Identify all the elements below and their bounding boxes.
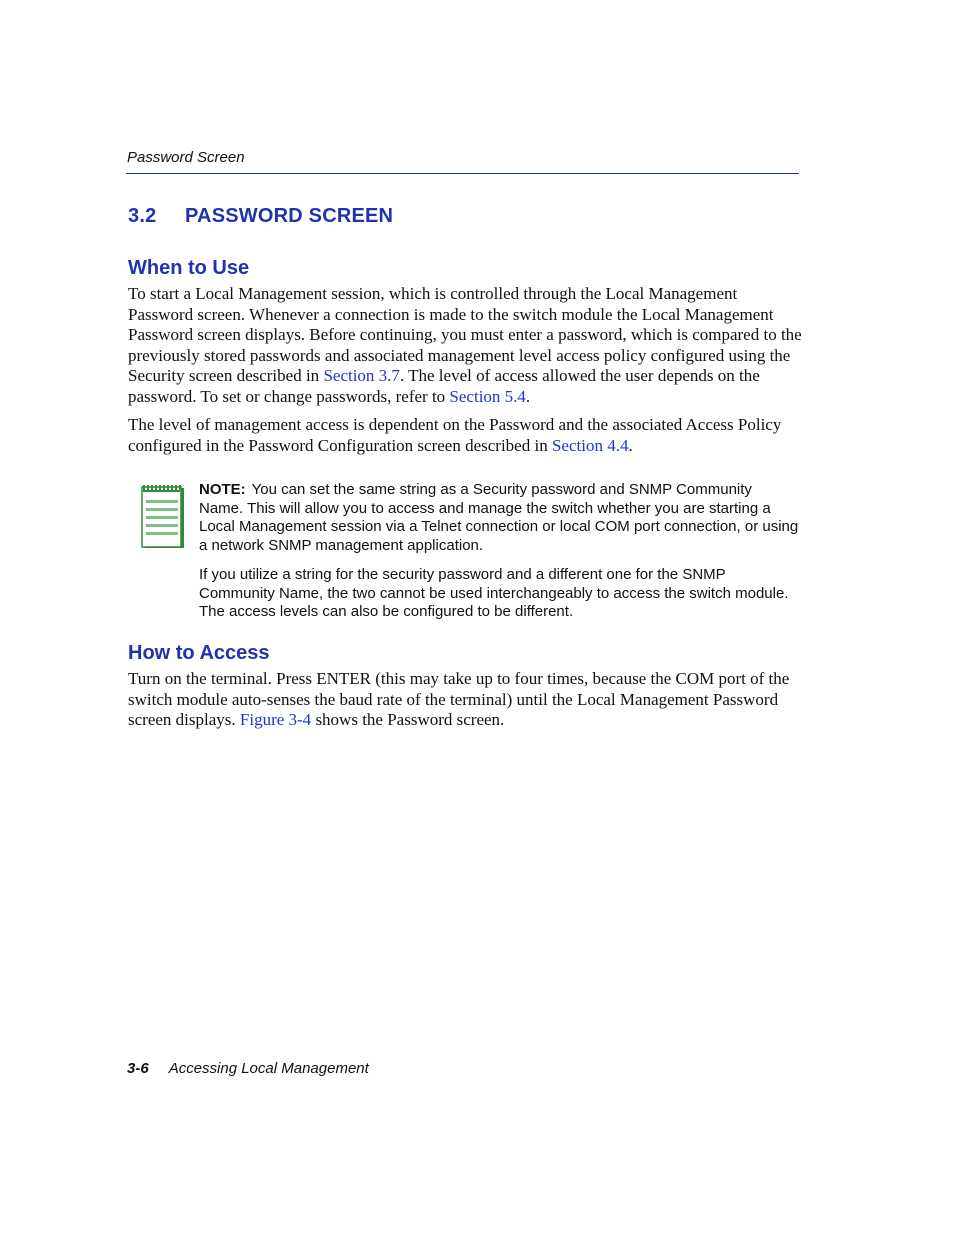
header-rule (126, 173, 799, 174)
paragraph-text: To start a Local Management session, which is controlled through the Local Management Password screen. Whenever a connection is made to the switch module the Local Management Password screen displays. Before continuing, you must enter a password, which is compared to the previously stored passwords and associated management level access policy configured using the Security screen described in (128, 284, 802, 385)
paragraph-text: . (628, 435, 633, 455)
notepad-icon (140, 484, 186, 550)
note-paragraph-2: If you utilize a string for the security password and a different one for the SNMP Community Name, the two cannot be used interchangeably to access the switch module. The access levels can also be configured to be different. (199, 566, 789, 621)
note-text: You can set the same string as a Security password and SNMP Community Name. This will allow you to access and manage the switch whether you are starting a Local Management session via a Telnet connection or local COM port connection, or using a network SNMP management application. (199, 481, 799, 555)
paragraph-text: . The level of access allowed the user depends on the password. To set or change passwords, refer to (128, 366, 760, 406)
figure-3-4-link[interactable]: Figure 3-4 (239, 710, 312, 729)
section-3-7-link[interactable]: Section 3.7 (323, 366, 400, 385)
chapter-title: Accessing Local Management (168, 1060, 369, 1077)
paragraph-text: . (525, 386, 531, 406)
note-paragraph-1 (199, 481, 799, 556)
when-to-use-paragraph-1 (128, 284, 803, 407)
how-to-access-paragraph (128, 669, 803, 731)
section-title (128, 205, 393, 228)
section-5-4-link[interactable]: Section 5.4 (449, 386, 526, 406)
section-number: 3.2 (128, 205, 157, 227)
section-title-text: PASSWORD SCREEN (185, 205, 394, 227)
running-header: Password Screen (127, 149, 245, 166)
paragraph-text: The level of management access is dependent on the Password and the associated Access Policy configured in the Password Configuration screen described in (128, 415, 782, 455)
how-to-access-heading: How to Access (128, 642, 270, 664)
when-to-use-paragraph-2 (128, 415, 803, 456)
paragraph-text: shows the Password screen. (311, 710, 505, 729)
note-label: NOTE: (199, 481, 246, 498)
page-number: 3-6 (127, 1060, 149, 1077)
paragraph-text: Turn on the terminal. Press ENTER (this may take up to four times, because the COM port of the switch module auto-senses the baud rate of the terminal) until the Local Management Password screen displays. (128, 669, 790, 729)
when-to-use-heading: When to Use (128, 257, 250, 279)
page-footer (127, 1060, 369, 1077)
section-4-4-link[interactable]: Section 4.4 (551, 435, 629, 455)
